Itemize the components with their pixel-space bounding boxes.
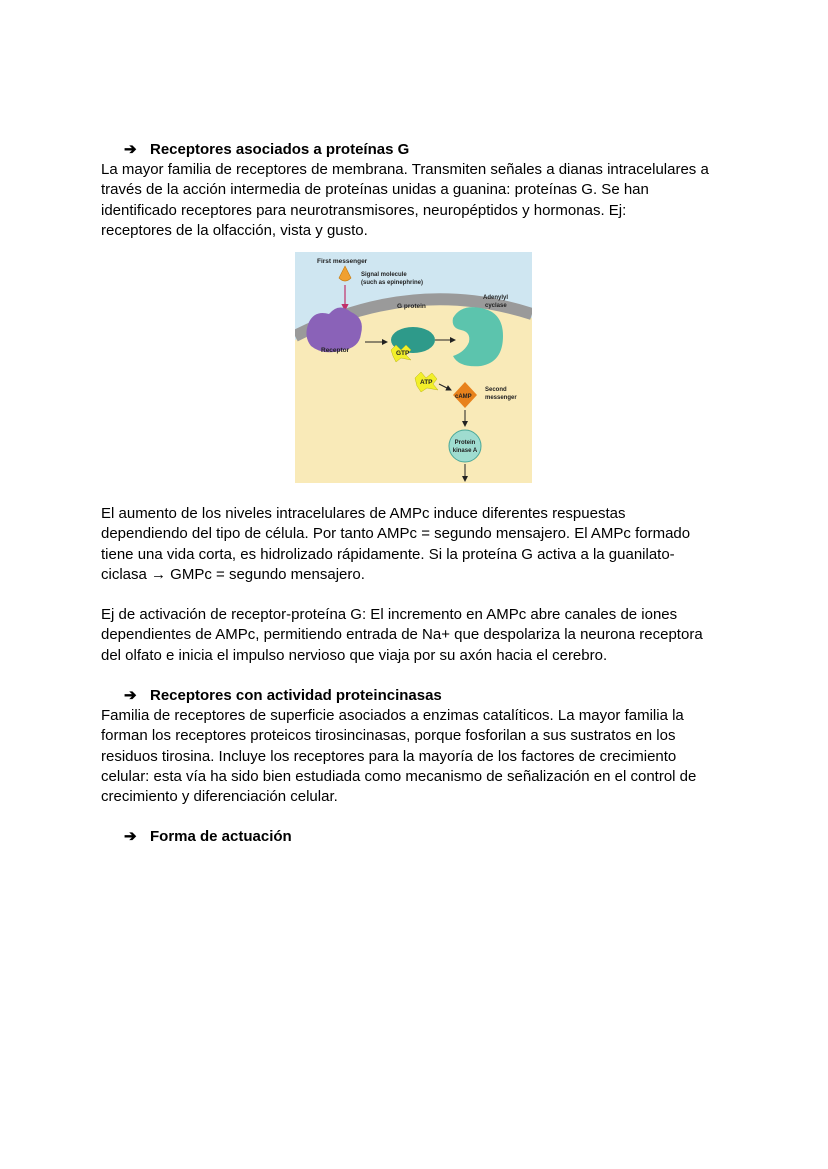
g-protein-label: G protein bbox=[397, 303, 426, 310]
heading-g-protein-receptors bbox=[124, 140, 409, 158]
text-line: ciclasa → GMPc = segundo mensajero. bbox=[101, 565, 365, 583]
arrow-bullet-icon: ➔ bbox=[124, 141, 137, 158]
signal-molecule-label: Signal molecule bbox=[361, 272, 407, 278]
heading-kinase-receptors bbox=[124, 686, 442, 704]
heading-text: Receptores con actividad proteincinasas bbox=[150, 687, 442, 704]
text-line: receptores de la olfacción, vista y gusto. bbox=[101, 221, 368, 239]
text-line: identificado receptores para neurotransmisores, neuropéptidos y hormonas. Ej: bbox=[101, 201, 627, 219]
arrow-bullet-icon: ➔ bbox=[124, 687, 137, 704]
text-line: residuos tirosina. Incluye los receptores para la mayoría de los factores de crecimiento bbox=[101, 747, 677, 765]
paragraph-camp-levels bbox=[101, 504, 731, 585]
protein-kinase-a-icon bbox=[449, 430, 481, 462]
protein-label: Protein bbox=[454, 440, 476, 446]
heading-text: Receptores asociados a proteínas G bbox=[150, 141, 410, 158]
receptor-label: Receptor bbox=[321, 347, 350, 354]
paragraph-kinase-receptors bbox=[101, 706, 731, 807]
kinase-a-label: kinase A bbox=[452, 448, 478, 454]
messenger-label: messenger bbox=[485, 395, 517, 401]
text-line: El aumento de los niveles intracelulares de AMPc induce diferentes respuestas bbox=[101, 505, 626, 522]
atp-label: ATP bbox=[420, 379, 433, 386]
text-line: del olfato e inicia el impulso nervioso que viaja por su axón hacia el cerebro. bbox=[101, 646, 608, 664]
text-line: través de la acción intermedia de proteínas unidas a guanina: proteínas G. Se han bbox=[101, 181, 649, 199]
first-messenger-label: First messenger bbox=[317, 258, 368, 265]
text-line: dependientes de AMPc, permitiendo entrada de Na+ que despolariza la neurona receptora bbox=[101, 626, 703, 644]
gtp-label: GTP bbox=[396, 350, 410, 357]
g-protein-signaling-figure bbox=[295, 252, 532, 483]
text-line: dependiendo del tipo de célula. Por tanto AMPc = segundo mensajero. El AMPc formado bbox=[101, 525, 691, 543]
heading-text: Forma de actuación bbox=[150, 828, 292, 845]
text-line: Familia de receptores de superficie asociados a enzimas catalíticos. La mayor familia la bbox=[101, 707, 684, 724]
text-line: crecimiento y diferenciación celular. bbox=[101, 788, 338, 806]
second-label: Second bbox=[485, 387, 507, 393]
text-line: forman los receptores proteicos tirosincinasas, porque fosforilan a sus sustratos en los bbox=[101, 727, 676, 745]
text-line: tiene una vida corta, es hidrolizado rápidamente. Si la proteína G activa a la guanilato- bbox=[101, 545, 675, 563]
text-line: La mayor familia de receptores de membrana. Transmiten señales a dianas intracelulares a bbox=[101, 161, 709, 178]
camp-label: cAMP bbox=[455, 394, 472, 400]
text-line: celular: esta vía ha sido bien estudiada como mecanismo de señalización en el control de bbox=[101, 767, 697, 785]
arrow-bullet-icon: ➔ bbox=[124, 828, 137, 845]
heading-mode-of-action bbox=[124, 827, 292, 845]
text-line: Ej de activación de receptor-proteína G: El incremento en AMPc abre canales de iones bbox=[101, 606, 678, 623]
adenylyl-label: Adenylyl bbox=[483, 295, 509, 301]
paragraph-activation-example bbox=[101, 605, 731, 666]
paragraph-g-protein-intro bbox=[101, 160, 731, 241]
signal-molecule-note: (such as epinephrine) bbox=[361, 280, 424, 286]
cyclase-label: cyclase bbox=[485, 303, 507, 309]
